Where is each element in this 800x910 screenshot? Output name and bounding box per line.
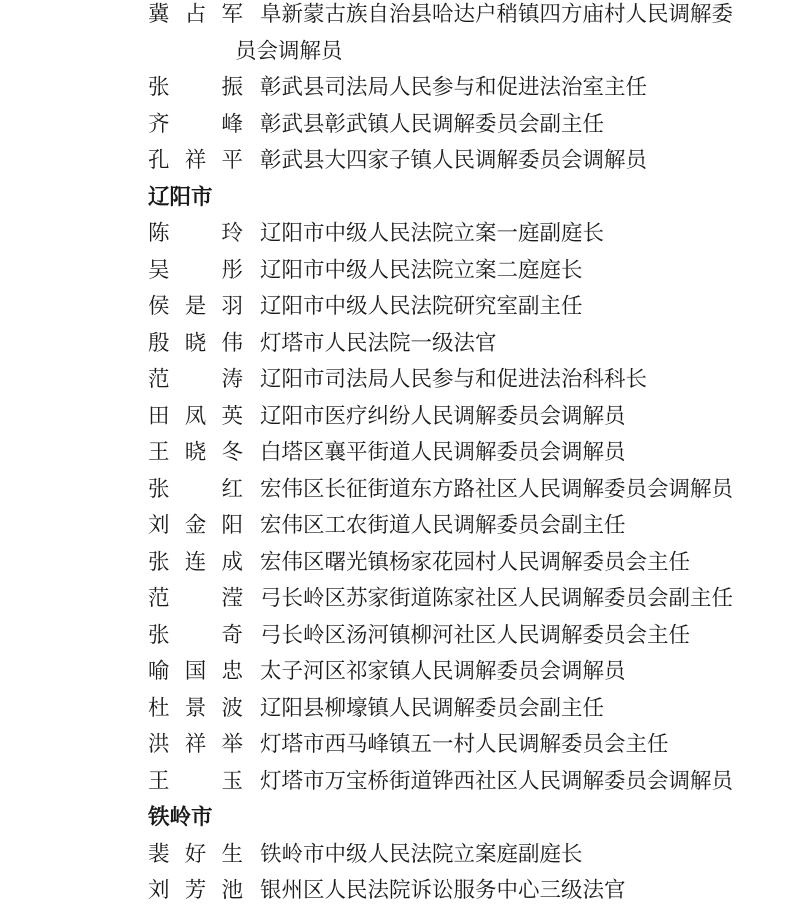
entry-title: 彰武县司法局人民参与和促进法治室主任 — [260, 75, 648, 100]
roster-entry-row — [0, 216, 800, 253]
entry-person-name: 张连成 — [148, 549, 243, 575]
entry-title: 灯塔市万宝桥街道铧西社区人民调解委员会调解员 — [260, 768, 734, 794]
city-section-heading — [0, 180, 800, 217]
entry-person-name: 王晓冬 — [148, 440, 243, 465]
entry-person-name: 张振 — [148, 75, 243, 100]
entry-person-name: 刘金阳 — [148, 513, 243, 538]
roster-entry-row — [0, 253, 800, 290]
roster-entry-row — [0, 143, 800, 180]
entry-title: 阜新蒙古族自治县哈达户稍镇四方庙村人民调解委 — [260, 2, 734, 27]
entry-person-name: 裴好生 — [148, 841, 243, 867]
entry-title-continued: 员会调解员 — [235, 38, 343, 64]
entry-person-name: 刘芳池 — [148, 878, 243, 903]
city-name: 铁岭市 — [148, 805, 213, 830]
entry-title: 辽阳市中级人民法院立案一庭副庭长 — [260, 221, 605, 246]
entry-person-name: 齐峰 — [148, 111, 243, 137]
roster-entry-row — [0, 508, 800, 545]
entry-person-name: 吴彤 — [148, 257, 243, 283]
entry-person-name: 张奇 — [148, 622, 243, 648]
entry-title: 灯塔市西马峰镇五一村人民调解委员会主任 — [260, 732, 669, 757]
entry-person-name: 冀占军 — [148, 2, 243, 27]
entry-person-name: 洪祥举 — [148, 732, 243, 757]
entry-person-name: 殷晓伟 — [148, 330, 243, 356]
entry-person-name: 侯是羽 — [148, 294, 243, 319]
roster-entry-continuation — [0, 34, 800, 71]
city-name: 辽阳市 — [148, 184, 213, 210]
roster-entry-row — [0, 70, 800, 107]
roster-entry-row — [0, 326, 800, 363]
entry-title: 辽阳县柳壕镇人民调解委员会副主任 — [260, 695, 605, 721]
entry-person-name: 范涛 — [148, 367, 243, 392]
roster-entry-row — [0, 545, 800, 582]
entry-person-name: 田凤英 — [148, 403, 243, 429]
entry-title: 彰武县彰武镇人民调解委员会副主任 — [260, 111, 605, 137]
entry-person-name: 王玉 — [148, 768, 243, 794]
roster-entry-row — [0, 873, 800, 910]
entry-title: 辽阳市医疗纠纷人民调解委员会调解员 — [260, 403, 626, 429]
entry-title: 宏伟区长征街道东方路社区人民调解委员会调解员 — [260, 476, 734, 502]
city-section-heading — [0, 800, 800, 837]
roster-entry-row — [0, 399, 800, 436]
entry-title: 铁岭市中级人民法院立案庭副庭长 — [260, 841, 583, 867]
entry-person-name: 杜景波 — [148, 695, 243, 721]
roster-entry-row — [0, 362, 800, 399]
roster-entry-row — [0, 837, 800, 874]
roster-entry-row — [0, 727, 800, 764]
entry-person-name: 喻国忠 — [148, 659, 243, 684]
entry-title: 宏伟区曙光镇杨家花园村人民调解委员会主任 — [260, 549, 691, 575]
entry-person-name: 陈玲 — [148, 221, 243, 246]
roster-entry-row — [0, 472, 800, 509]
roster-entry-row — [0, 0, 800, 34]
entry-title: 弓长岭区汤河镇柳河社区人民调解委员会主任 — [260, 622, 691, 648]
entry-title: 彰武县大四家子镇人民调解委员会调解员 — [260, 148, 648, 173]
roster-entry-row — [0, 654, 800, 691]
entry-title: 辽阳市司法局人民参与和促进法治科科长 — [260, 367, 648, 392]
roster-entry-row — [0, 289, 800, 326]
entry-title: 辽阳市中级人民法院立案二庭庭长 — [260, 257, 583, 283]
roster-entry-row — [0, 435, 800, 472]
roster-entry-row — [0, 691, 800, 728]
entry-title: 弓长岭区苏家街道陈家社区人民调解委员会副主任 — [260, 586, 734, 611]
entry-person-name: 范滢 — [148, 586, 243, 611]
entry-title: 辽阳市中级人民法院研究室副主任 — [260, 294, 583, 319]
entry-title: 银州区人民法院诉讼服务中心三级法官 — [260, 878, 626, 903]
entry-title: 灯塔市人民法院一级法官 — [260, 330, 497, 356]
roster-entry-row — [0, 107, 800, 144]
entry-title: 白塔区襄平街道人民调解委员会调解员 — [260, 440, 626, 465]
roster-entry-row — [0, 618, 800, 655]
entry-person-name: 孔祥平 — [148, 148, 243, 173]
roster-entry-row — [0, 764, 800, 801]
entry-title: 太子河区祁家镇人民调解委员会调解员 — [260, 659, 626, 684]
entry-title: 宏伟区工农街道人民调解委员会副主任 — [260, 513, 626, 538]
entry-person-name: 张红 — [148, 476, 243, 502]
roster-entry-row — [0, 581, 800, 618]
